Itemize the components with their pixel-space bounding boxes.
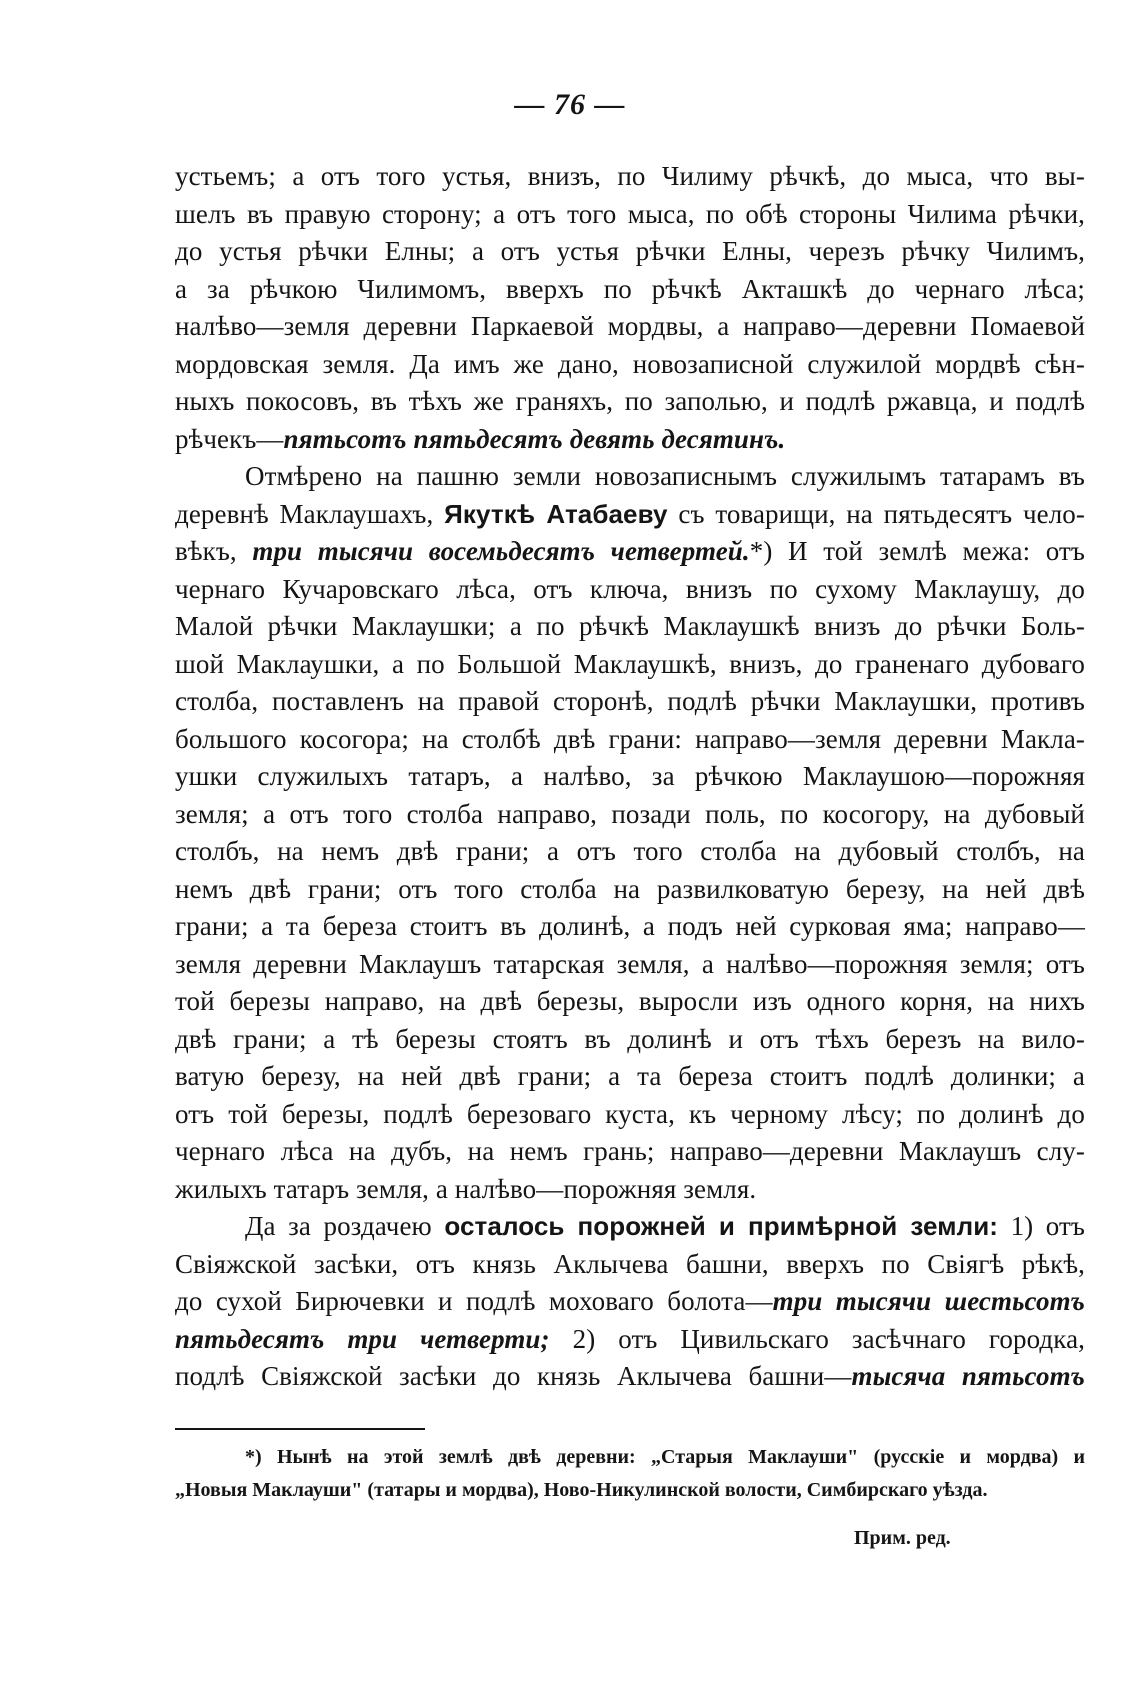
footnote-line: „Новыя Маклауши" (татары и мордва), Ново-Никулинской волости, Симбирскаго уѣзда. — [175, 1479, 988, 1501]
text-line: земля деревни Маклаушъ татарская земля, а налѣво—порожняя земля; отъ — [175, 948, 1085, 979]
text-fragment: вѣкъ, — [175, 536, 237, 566]
text-line — [175, 533, 1085, 571]
text-line: шелъ въ правую сторону; а отъ того мыса, по обѣ стороны Чилима рѣчки, — [175, 198, 1085, 229]
text-line: ныхъ покосовъ, въ тѣхъ же граняхъ, по заполью, и подлѣ ржавца, и подлѣ — [175, 386, 1085, 416]
paragraph-start — [175, 1208, 1085, 1246]
text-fragment: до сухой Бирючевки и подлѣ моховаго болота— — [175, 1286, 773, 1316]
text-line — [175, 1358, 1085, 1396]
text-line: ватую березу, на ней двѣ грани; а та береза стоитъ подлѣ долинки; а — [175, 1061, 1085, 1091]
text-line: отъ той березы, подлѣ березоваго куста, къ черному лѣсу; по долинѣ до — [175, 1098, 1085, 1129]
text-line: устьемъ; а отъ того устья, внизъ, по Чилиму рѣчкѣ, до мыса, что вы- — [175, 161, 1085, 191]
text-line: большого косогора; на столбѣ двѣ грани: направо—земля деревни Макла- — [175, 723, 1085, 754]
text-line: Малой рѣчки Маклаушки; а по рѣчкѣ Маклаушкѣ внизъ до рѣчки Боль- — [175, 611, 1085, 641]
text-fragment: 1) отъ — [1010, 1211, 1085, 1241]
footnote — [175, 1441, 1085, 1507]
footnote-marker: *) И той землѣ межа: отъ — [749, 536, 1085, 566]
text-fragment: съ товарищи, на пятьдесятъ чело- — [678, 498, 1085, 529]
text-line: шой Маклаушки, а по Большой Маклаушкѣ, внизъ, до граненаго дубоваго — [175, 648, 1085, 679]
text-line: ушки служилыхъ татаръ, а налѣво, за рѣчкою Маклаушою—порожняя — [175, 761, 1085, 791]
text-line: земля; а отъ того столба направо, позади поль, по косогору, на дубовый — [175, 798, 1085, 829]
text-fragment: деревнѣ Маклаушахъ, — [175, 498, 434, 529]
italic-quantity: пятьдесятъ три четверти; — [175, 1323, 550, 1354]
editor-note-signature: Прим. ред. — [854, 1527, 951, 1549]
text-line: чернаго лѣса на дубъ, на немъ грань; направо—деревни Маклаушъ слу- — [175, 1136, 1085, 1166]
italic-quantity: три тысячи шестьсотъ — [772, 1286, 1085, 1316]
text-line: до устья рѣчки Елны; а отъ устья рѣчки Елны, черезъ рѣчку Чилимъ, — [175, 236, 1085, 266]
text-line: жилыхъ татаръ земля, а налѣво—порожняя земля. — [175, 1173, 757, 1204]
footnote-line: *) Нынѣ на этой землѣ двѣ деревни: „Старыя Маклауши" (русскіе и мордва) и — [245, 1446, 1085, 1468]
paragraph-start: Отмѣрено на пашню земли новозаписнымъ служилымъ татарамъ въ — [245, 461, 1085, 491]
text-line: налѣво—земля деревни Паркаевой мордвы, а направо—деревни Помаевой — [175, 311, 1085, 341]
italic-quantity: три тысячи восемьдесятъ четвертей. — [252, 536, 750, 566]
footnote-divider — [175, 1428, 425, 1430]
text-line: мордовская земля. Да имъ же дано, новозаписной служилой мордвѣ сѣн- — [175, 348, 1085, 379]
text-fragment: Да за роздачею — [245, 1211, 432, 1241]
text-line — [175, 1321, 1085, 1359]
text-line: столбъ, на немъ двѣ грани; а отъ того столба на дубовый столбъ, на — [175, 836, 1085, 866]
bold-name: Якуткѣ Атабаеву — [444, 498, 668, 529]
text-fragment: рѣчекъ— — [175, 423, 284, 454]
text-line: Свіяжской засѣки, отъ князь Аклычева башни, вверхъ по Свіягѣ рѣкѣ, — [175, 1248, 1085, 1279]
text-line: грани; а та береза стоитъ въ долинѣ, а подъ ней сурковая яма; направо— — [175, 911, 1085, 941]
text-line: столба, поставленъ на правой сторонѣ, подлѣ рѣчки Маклаушки, противъ — [175, 686, 1085, 716]
text-fragment: подлѣ Свіяжской засѣки до князь Аклычева башни— — [175, 1361, 852, 1391]
page-number: — 76 — — [514, 88, 626, 121]
italic-quantity: тысяча пятьсотъ — [851, 1361, 1085, 1391]
text-line: немъ двѣ грани; отъ того столба на развилковатую березу, на ней двѣ — [175, 873, 1085, 904]
bold-phrase: осталось порожней и примѣрной земли: — [444, 1211, 999, 1241]
main-text — [175, 158, 1085, 1396]
italic-quantity: пятьсотъ пятьдесятъ девять десятинъ. — [283, 423, 786, 454]
text-line: чернаго Кучаровскаго лѣса, отъ ключа, внизъ по сухому Маклаушу, до — [175, 573, 1085, 604]
text-line: а за рѣчкою Чилимомъ, вверхъ по рѣчкѣ Акташкѣ до чернаго лѣса; — [175, 273, 1085, 304]
text-line: двѣ грани; а тѣ березы стоятъ въ долинѣ и отъ тѣхъ березъ на вило- — [175, 1023, 1085, 1054]
text-line — [175, 421, 1085, 459]
text-line — [175, 496, 1085, 534]
text-line — [175, 1283, 1085, 1321]
text-line: той березы направо, на двѣ березы, выросли изъ одного корня, на нихъ — [175, 986, 1085, 1016]
text-fragment: 2) отъ Цивильскаго засѣчнаго городка, — [572, 1323, 1086, 1354]
